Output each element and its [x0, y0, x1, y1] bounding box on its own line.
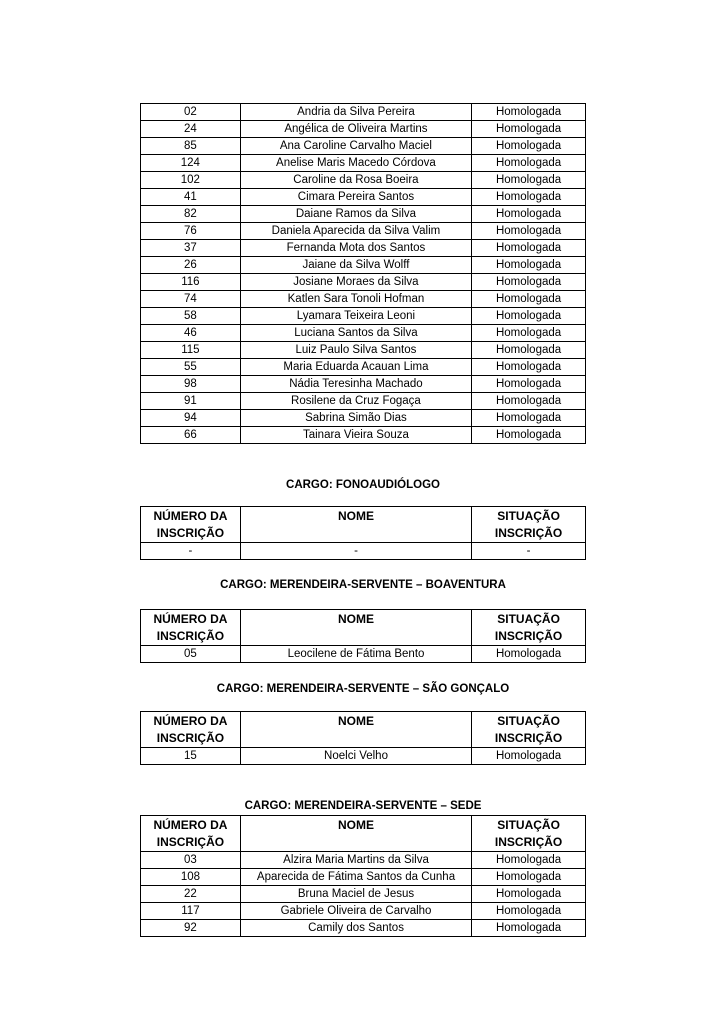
table-row: [141, 189, 586, 206]
cell-nome: Daiane Ramos da Silva: [240, 206, 471, 223]
col-header-numero: NÚMERO DA INSCRIÇÃO: [141, 712, 241, 748]
cell-numero-inscricao: 55: [141, 359, 241, 376]
col-header-nome: NOME: [240, 712, 471, 748]
cell-situacao: Homologada: [472, 393, 586, 410]
cell-numero-inscricao: 58: [141, 308, 241, 325]
cell-nome: Jaiane da Silva Wolff: [240, 257, 471, 274]
table-row: [141, 138, 586, 155]
cell-numero-inscricao: 82: [141, 206, 241, 223]
table-row: [141, 274, 586, 291]
table-row: [141, 308, 586, 325]
cell-nome: Cimara Pereira Santos: [240, 189, 471, 206]
table-row: [141, 886, 586, 903]
cell-numero-inscricao: 116: [141, 274, 241, 291]
table-row: [141, 257, 586, 274]
table-row: [141, 342, 586, 359]
table-row: [141, 393, 586, 410]
table-row: [141, 920, 586, 937]
section-title-sede: CARGO: MERENDEIRA-SERVENTE – SEDE: [244, 800, 482, 812]
cell-nome: Maria Eduarda Acauan Lima: [240, 359, 471, 376]
cell-numero-inscricao: 05: [141, 646, 241, 663]
cell-situacao: Homologada: [472, 646, 586, 663]
table-row: [141, 325, 586, 342]
table-row: [141, 104, 586, 121]
table-header-row: [141, 712, 586, 748]
table-boaventura: [140, 609, 586, 663]
cell-numero-inscricao: 15: [141, 748, 241, 765]
cell-situacao: Homologada: [472, 920, 586, 937]
table-row: [141, 291, 586, 308]
table-row: [141, 543, 586, 560]
cell-numero-inscricao: 03: [141, 852, 241, 869]
col-header-nome: NOME: [240, 610, 471, 646]
cell-situacao: Homologada: [472, 359, 586, 376]
cell-nome: Tainara Vieira Souza: [240, 427, 471, 444]
cell-numero-inscricao: 91: [141, 393, 241, 410]
cell-situacao: Homologada: [472, 903, 586, 920]
cell-situacao: Homologada: [472, 869, 586, 886]
cell-nome: Luciana Santos da Silva: [240, 325, 471, 342]
cell-numero-inscricao: 92: [141, 920, 241, 937]
cell-situacao: Homologada: [472, 223, 586, 240]
cell-nome: Lyamara Teixeira Leoni: [240, 308, 471, 325]
cell-situacao: Homologada: [472, 342, 586, 359]
table-sao-goncalo: [140, 711, 586, 765]
cell-numero-inscricao: 46: [141, 325, 241, 342]
col-header-numero: NÚMERO DA INSCRIÇÃO: [141, 610, 241, 646]
cell-nome: Camily dos Santos: [240, 920, 471, 937]
table-row: [141, 646, 586, 663]
cell-situacao: Homologada: [472, 189, 586, 206]
cell-numero-inscricao: 41: [141, 189, 241, 206]
table-row: [141, 240, 586, 257]
cell-situacao: Homologada: [472, 291, 586, 308]
col-header-nome: NOME: [240, 816, 471, 852]
table-row: [141, 748, 586, 765]
cell-nome: Aparecida de Fátima Santos da Cunha: [240, 869, 471, 886]
table-row: [141, 410, 586, 427]
cell-nome: -: [240, 543, 471, 560]
cell-numero-inscricao: 94: [141, 410, 241, 427]
table-row: [141, 852, 586, 869]
cell-numero-inscricao: 22: [141, 886, 241, 903]
section-title-sao-goncalo: CARGO: MERENDEIRA-SERVENTE – SÃO GONÇALO: [216, 683, 510, 695]
cell-situacao: Homologada: [472, 852, 586, 869]
table-header-row: [141, 610, 586, 646]
cell-situacao: Homologada: [472, 748, 586, 765]
cell-numero-inscricao: 74: [141, 291, 241, 308]
cell-numero-inscricao: 66: [141, 427, 241, 444]
cell-nome: Josiane Moraes da Silva: [240, 274, 471, 291]
cell-numero-inscricao: 117: [141, 903, 241, 920]
table-fonoaudiologo: [140, 506, 586, 560]
table-row: [141, 376, 586, 393]
cell-situacao: -: [472, 543, 586, 560]
cell-situacao: Homologada: [472, 138, 586, 155]
col-header-situacao: SITUAÇÃO INSCRIÇÃO: [472, 507, 586, 543]
cell-situacao: Homologada: [472, 308, 586, 325]
cell-situacao: Homologada: [472, 886, 586, 903]
table-row: [141, 427, 586, 444]
cell-nome: Anelise Maris Macedo Córdova: [240, 155, 471, 172]
cell-numero-inscricao: 02: [141, 104, 241, 121]
table-sede: [140, 815, 586, 937]
cell-nome: Rosilene da Cruz Fogaça: [240, 393, 471, 410]
cell-numero-inscricao: 102: [141, 172, 241, 189]
section-title-fonoaudiologo: CARGO: FONOAUDIÓLOGO: [286, 479, 440, 491]
col-header-situacao: SITUAÇÃO INSCRIÇÃO: [472, 816, 586, 852]
cell-situacao: Homologada: [472, 206, 586, 223]
cell-nome: Gabriele Oliveira de Carvalho: [240, 903, 471, 920]
cell-numero-inscricao: 37: [141, 240, 241, 257]
table-row: [141, 155, 586, 172]
table-header-row: [141, 507, 586, 543]
cell-situacao: Homologada: [472, 172, 586, 189]
cell-nome: Ana Caroline Carvalho Maciel: [240, 138, 471, 155]
table-row: [141, 206, 586, 223]
cell-situacao: Homologada: [472, 121, 586, 138]
cell-situacao: Homologada: [472, 325, 586, 342]
cell-numero-inscricao: 24: [141, 121, 241, 138]
table-row: [141, 359, 586, 376]
cell-nome: Alzira Maria Martins da Silva: [240, 852, 471, 869]
table-header-row: [141, 816, 586, 852]
col-header-situacao: SITUAÇÃO INSCRIÇÃO: [472, 610, 586, 646]
cell-nome: Daniela Aparecida da Silva Valim: [240, 223, 471, 240]
cell-situacao: Homologada: [472, 240, 586, 257]
cell-numero-inscricao: 115: [141, 342, 241, 359]
col-header-nome: NOME: [240, 507, 471, 543]
cell-nome: Sabrina Simão Dias: [240, 410, 471, 427]
cell-situacao: Homologada: [472, 376, 586, 393]
table-row: [141, 223, 586, 240]
table-row: [141, 903, 586, 920]
cell-situacao: Homologada: [472, 410, 586, 427]
table-row: [141, 869, 586, 886]
cell-nome: Luiz Paulo Silva Santos: [240, 342, 471, 359]
cell-nome: Caroline da Rosa Boeira: [240, 172, 471, 189]
cell-situacao: Homologada: [472, 104, 586, 121]
table-row: [141, 172, 586, 189]
col-header-numero: NÚMERO DA INSCRIÇÃO: [141, 816, 241, 852]
section-title-boaventura: CARGO: MERENDEIRA-SERVENTE – BOAVENTURA: [220, 579, 506, 591]
candidate-table-continued: [140, 103, 586, 444]
cell-numero-inscricao: 98: [141, 376, 241, 393]
cell-numero-inscricao: 26: [141, 257, 241, 274]
cell-nome: Katlen Sara Tonoli Hofman: [240, 291, 471, 308]
col-header-numero: NÚMERO DA INSCRIÇÃO: [141, 507, 241, 543]
cell-nome: Andria da Silva Pereira: [240, 104, 471, 121]
table-row: [141, 121, 586, 138]
cell-numero-inscricao: 85: [141, 138, 241, 155]
cell-numero-inscricao: 76: [141, 223, 241, 240]
cell-nome: Leocilene de Fátima Bento: [240, 646, 471, 663]
cell-situacao: Homologada: [472, 155, 586, 172]
cell-numero-inscricao: -: [141, 543, 241, 560]
cell-situacao: Homologada: [472, 427, 586, 444]
cell-nome: Bruna Maciel de Jesus: [240, 886, 471, 903]
cell-situacao: Homologada: [472, 257, 586, 274]
cell-situacao: Homologada: [472, 274, 586, 291]
cell-nome: Nádia Teresinha Machado: [240, 376, 471, 393]
col-header-situacao: SITUAÇÃO INSCRIÇÃO: [472, 712, 586, 748]
cell-numero-inscricao: 124: [141, 155, 241, 172]
cell-nome: Noelci Velho: [240, 748, 471, 765]
cell-nome: Fernanda Mota dos Santos: [240, 240, 471, 257]
cell-numero-inscricao: 108: [141, 869, 241, 886]
cell-nome: Angélica de Oliveira Martins: [240, 121, 471, 138]
